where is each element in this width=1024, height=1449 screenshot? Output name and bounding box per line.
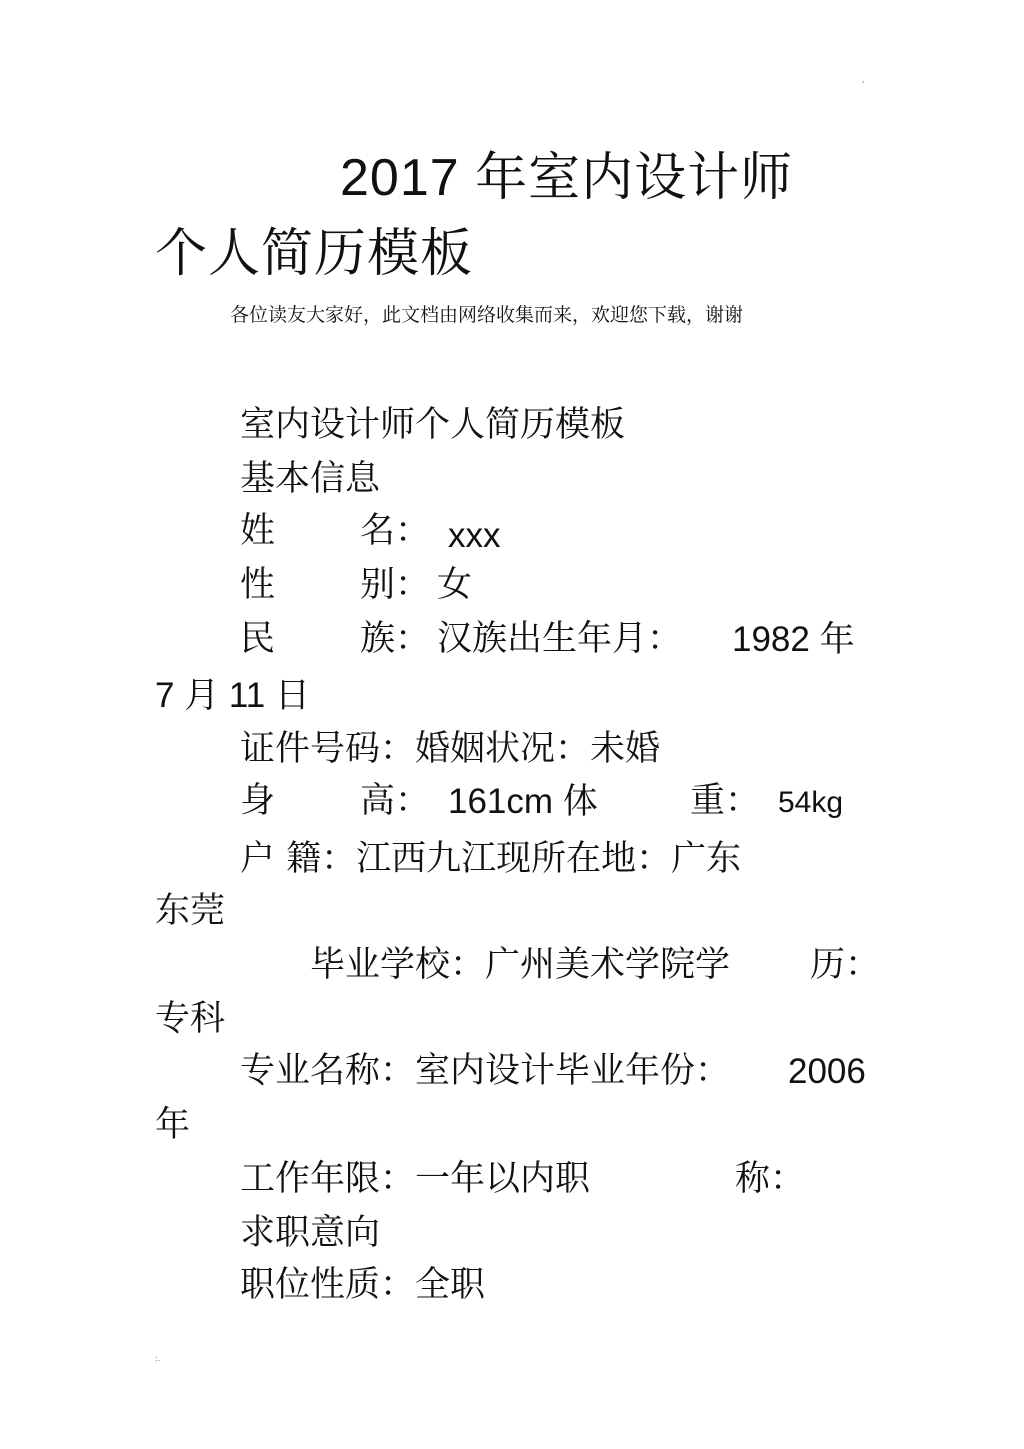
section-basic-info: 基本信息 [240, 459, 381, 499]
resume-heading: 室内设计师个人简历模板 [240, 405, 626, 445]
ethnicity-label-1: 民 [240, 619, 276, 659]
weight-value: 54kg [778, 786, 844, 819]
name-label-2: 名： [360, 511, 431, 551]
subtitle: 各位读友大家好，此文档由网络收集而来，欢迎您下载，谢谢 [230, 304, 744, 326]
education-label: 历： [810, 945, 881, 985]
work-years-line: 工作年限：一年以内职 [240, 1159, 591, 1199]
graduation-year-unit: 年 [155, 1105, 191, 1145]
name-label-1: 姓 [240, 511, 276, 551]
education-value: 专科 [155, 999, 226, 1039]
title-line-1: 2017 年室内设计师 [340, 149, 794, 207]
title-label: 称： [735, 1159, 806, 1199]
major-line: 专业名称：室内设计毕业年份： [240, 1051, 731, 1091]
height-label-1: 身 [240, 781, 276, 821]
title-line-2: 个人简历模板 [155, 224, 474, 284]
birth-year: 1982 年 [732, 620, 855, 659]
height-label-2: 高： [360, 781, 431, 821]
corner-mark-top: ' [862, 80, 865, 89]
gender-label-2: 别： [360, 565, 431, 605]
ethnicity-value: 汉族出生年月： [437, 619, 683, 659]
graduation-year: 2006 [788, 1052, 866, 1091]
gender-value: 女 [437, 565, 473, 605]
birth-rest: 7 月 11 日 [155, 676, 310, 715]
ethnicity-label-2: 族： [360, 619, 431, 659]
job-type-line: 职位性质：全职 [240, 1265, 486, 1305]
id-marriage-line: 证件号码：婚姻状况：未婚 [240, 729, 661, 769]
hukou-line: 户 籍：江西九江现所在地：广东 [240, 839, 742, 879]
hukou-continuation: 东莞 [155, 891, 226, 931]
corner-mark-bottom: :. [155, 1354, 161, 1363]
height-value: 161cm 体 [448, 782, 598, 821]
name-value: xxx [448, 516, 501, 555]
weight-label: 重： [690, 781, 761, 821]
section-job-intent: 求职意向 [240, 1213, 381, 1253]
gender-label-1: 性 [240, 565, 276, 605]
school-line: 毕业学校：广州美术学院学 [310, 945, 731, 985]
